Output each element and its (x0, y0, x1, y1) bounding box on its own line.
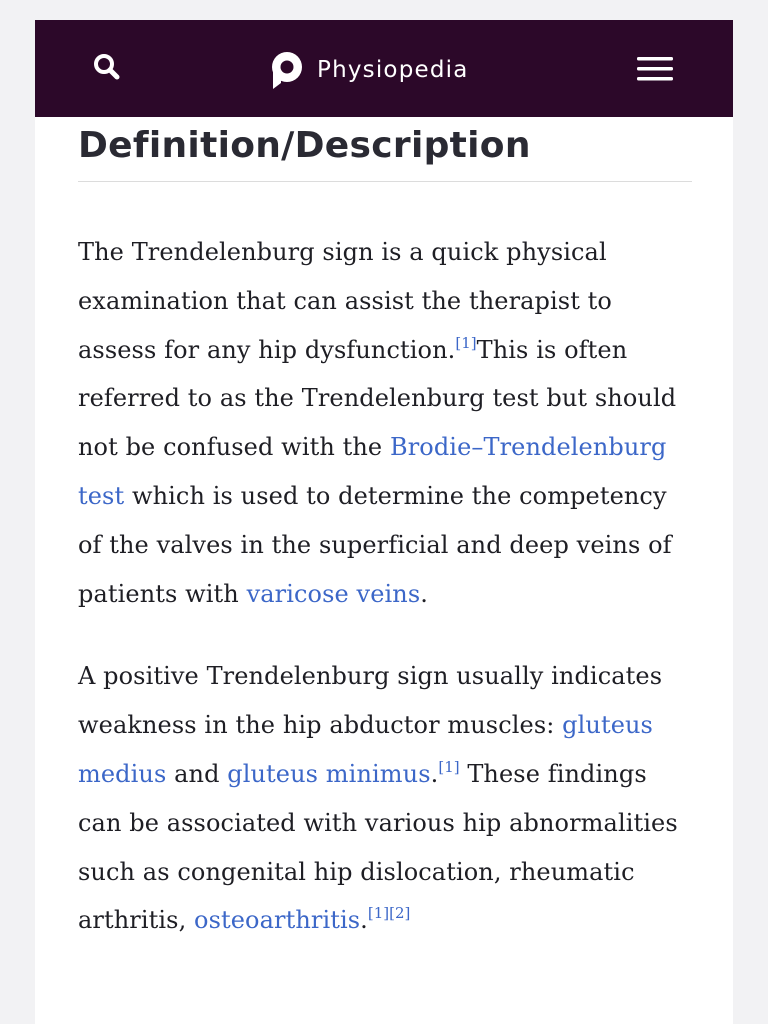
citation-link[interactable]: [1] (438, 757, 460, 776)
citation-link[interactable]: [1] (455, 333, 477, 352)
article-content (78, 117, 692, 945)
paragraph-text: . (430, 759, 439, 788)
paragraph-text: . (420, 579, 428, 608)
brodie-trendelenburg-test-link[interactable]: Brodie–Trendelenburg test (78, 433, 667, 510)
section-heading: Definition/Description (78, 117, 692, 182)
physiopedia-logo[interactable] (267, 48, 469, 92)
gluteus-medius-link[interactable]: gluteus medius (78, 711, 653, 788)
paragraph-text: . (360, 906, 368, 935)
top-navigation-bar (35, 20, 733, 117)
varicose-veins-link[interactable]: varicose veins (246, 579, 421, 608)
citation-link[interactable]: [1] (367, 904, 390, 923)
paragraph-text: The Trendelenburg sign is a quick physical examination that can assist the therapist to assess for any hip dysfunction. (78, 238, 612, 364)
paragraph-definition (78, 228, 692, 618)
hamburger-menu-icon (635, 55, 675, 83)
paragraph-text: which is used to determine the competency of the valves in the superficial and deep veins of patients with (78, 481, 672, 608)
osteoarthritis-link[interactable]: osteoarthritis (194, 906, 361, 935)
search-icon (91, 51, 123, 83)
gluteus-minimus-link[interactable]: gluteus minimus (227, 759, 431, 788)
page-frame (35, 20, 733, 1024)
brand-name: Physiopedia (317, 57, 469, 83)
menu-button[interactable] (635, 55, 675, 83)
citation-link[interactable]: [2] (389, 904, 411, 923)
physiopedia-logo-icon (267, 49, 305, 91)
search-button[interactable] (91, 51, 123, 83)
paragraph-positive-sign (78, 652, 692, 945)
paragraph-text: and (166, 759, 228, 788)
paragraph-text: These findings can be associated with various hip abnormalities such as congenital hip dislocation, rheumatic arthritis, (78, 759, 678, 935)
paragraph-text: A positive Trendelenburg sign usually indicates weakness in the hip abductor muscles: (78, 662, 663, 740)
paragraph-text: This is often referred to as the Trendelenburg test but should not be confused with the (78, 335, 677, 462)
